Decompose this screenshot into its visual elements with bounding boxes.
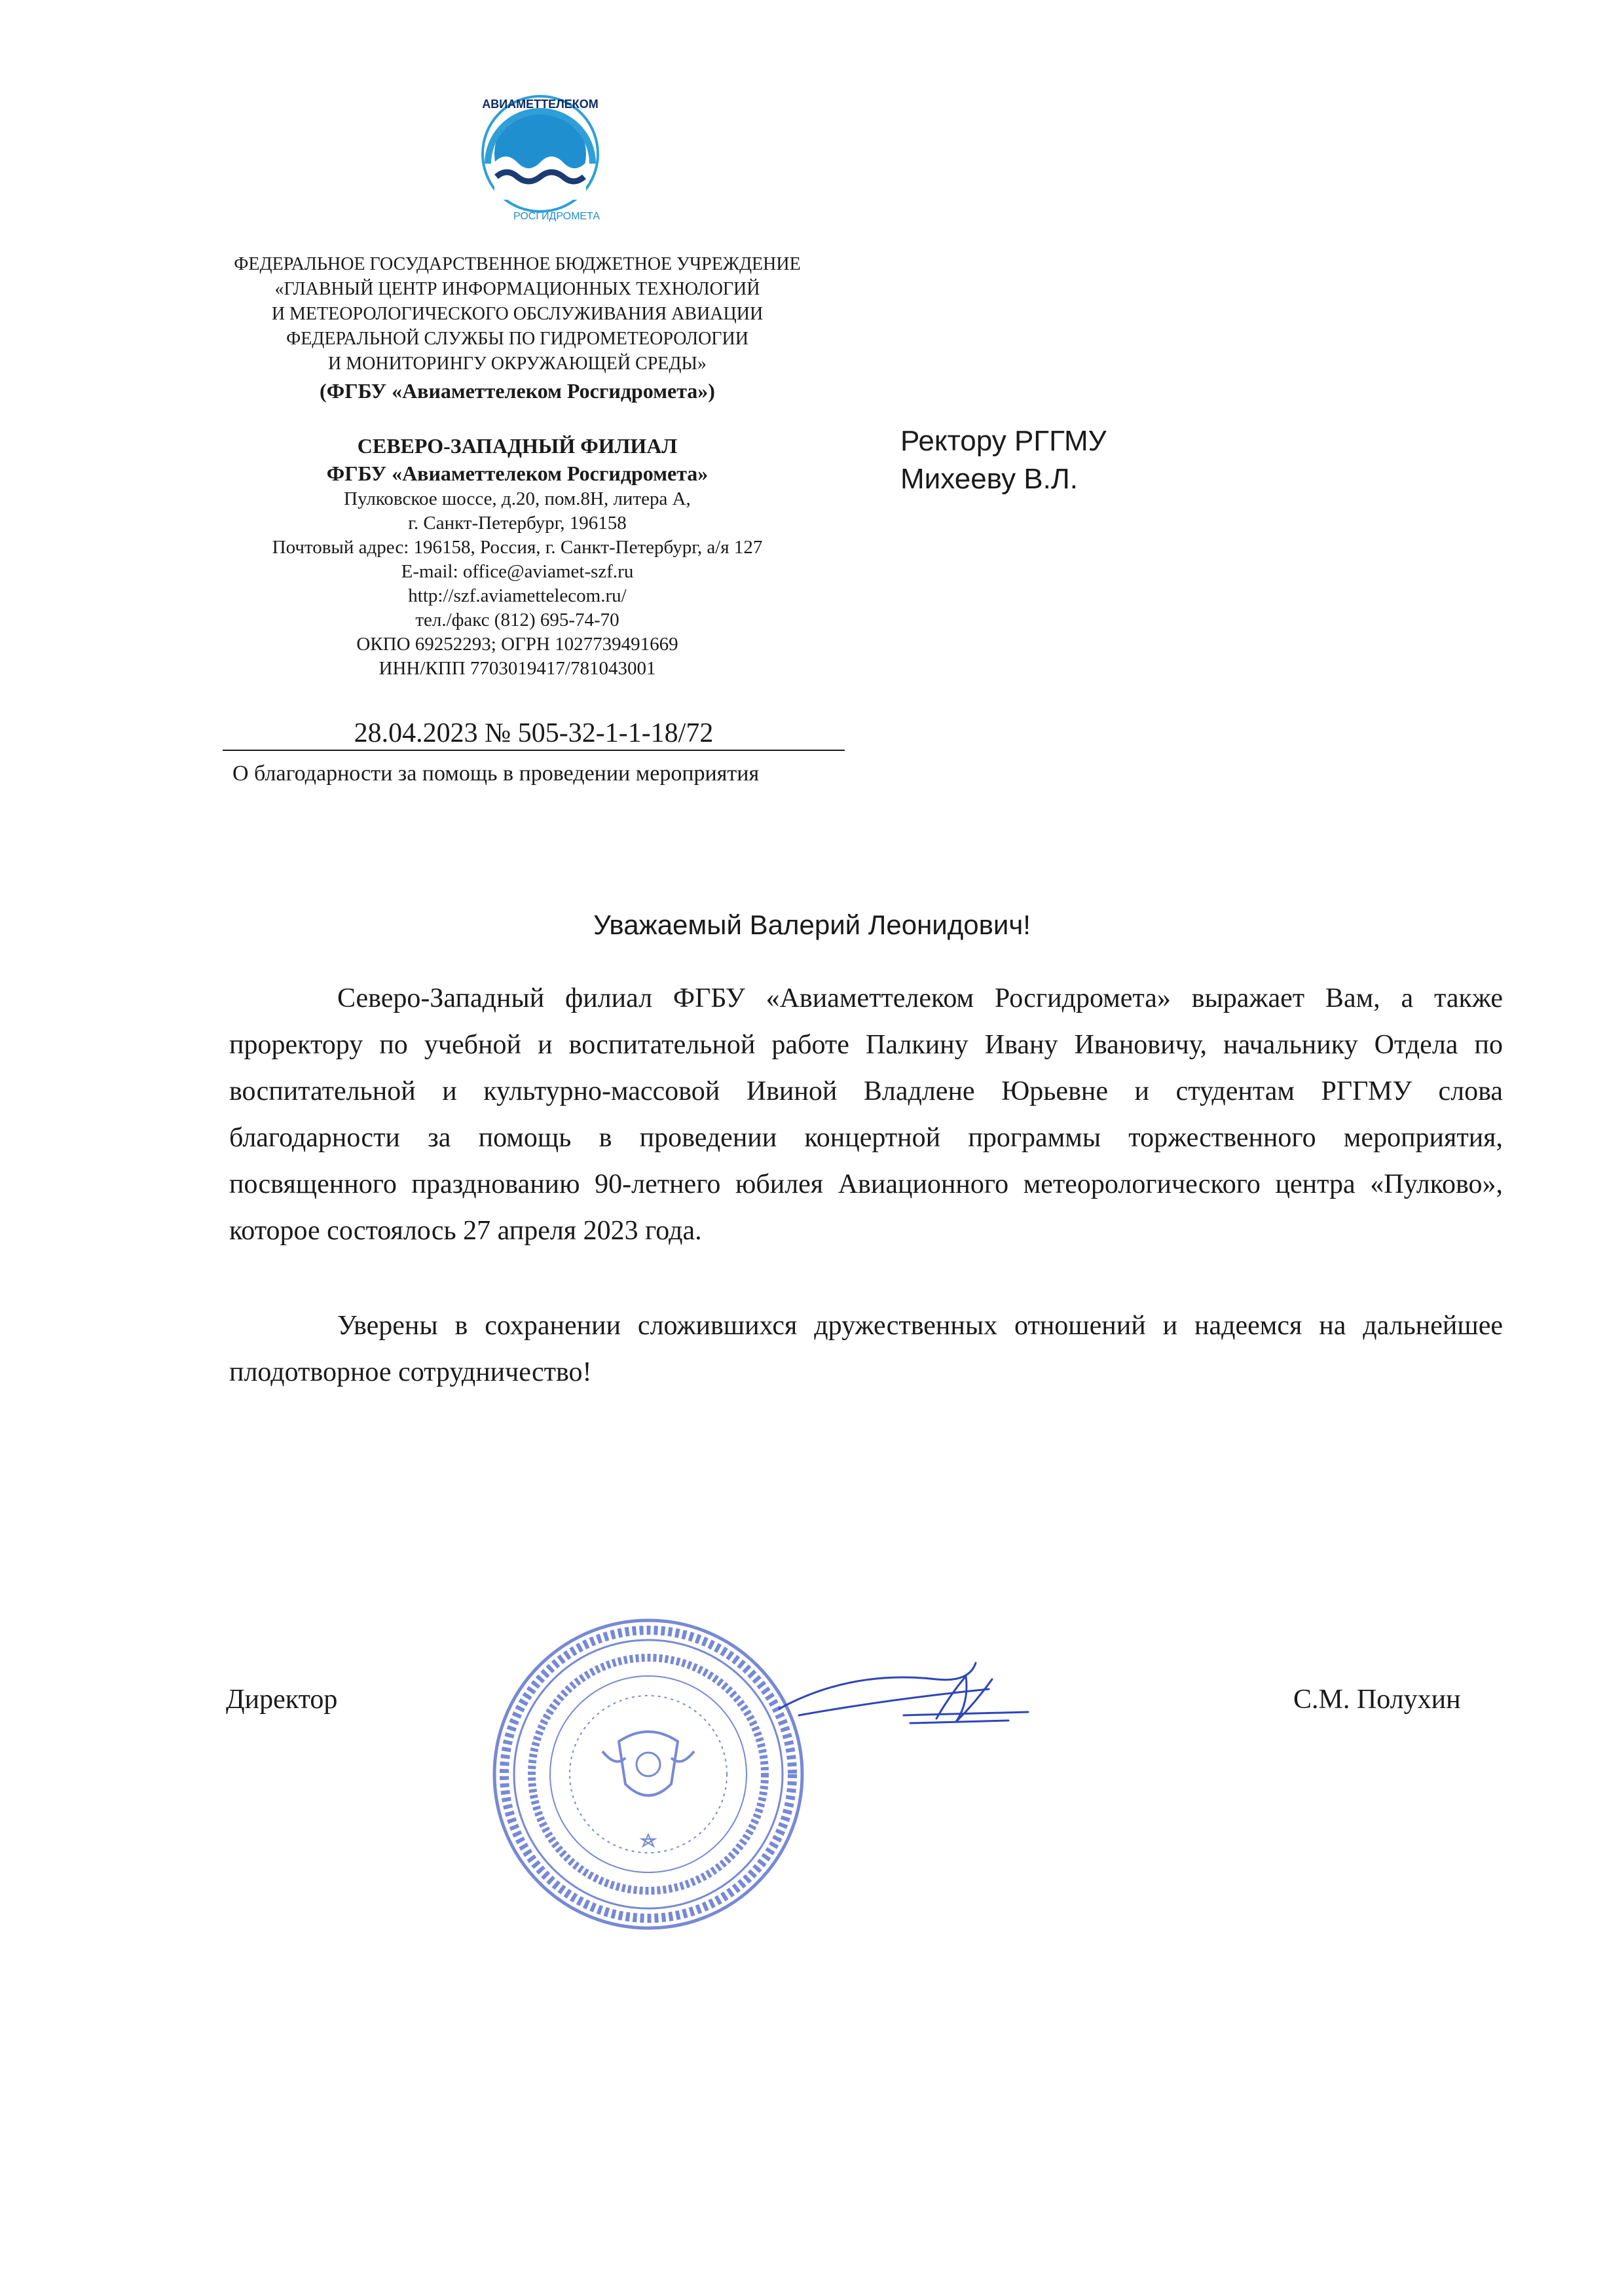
header-line: ФЕДЕРАЛЬНОЕ ГОСУДАРСТВЕННОЕ БЮДЖЕТНОЕ УЧРЕЖДЕНИЕ xyxy=(234,254,801,274)
header-line: И МОНИТОРИНГУ ОКРУЖАЮЩЕЙ СРЕДЫ» xyxy=(328,354,707,374)
logo-arc-bottom: РОСГИДРОМЕТА xyxy=(513,211,600,222)
branch-email: E-mail: office@aviamet-szf.ru xyxy=(401,561,634,582)
branch-title: СЕВЕРО-ЗАПАДНЫЙ ФИЛИАЛ xyxy=(357,434,678,458)
signatory-name: С.М. Полухин xyxy=(1293,1685,1461,1715)
signatory-title: Директор xyxy=(226,1685,338,1715)
branch-address: Пулковское шоссе, д.20, пом.8Н, литера А, xyxy=(344,488,691,509)
paragraph-text: Уверены в сохранении сложившихся дружественных отношений и надеемся на дальнейшее плодотворное сотрудничество! xyxy=(229,1311,1503,1387)
addressee-line: Ректору РГГМУ xyxy=(900,425,1107,457)
organization-header xyxy=(223,252,812,405)
branch-details xyxy=(223,432,812,681)
header-line: И МЕТЕОРОЛОГИЧЕСКОГО ОБСЛУЖИВАНИЯ АВИАЦИИ xyxy=(271,304,764,324)
body-paragraph-2 xyxy=(229,1303,1503,1396)
header-line: «ГЛАВНЫЙ ЦЕНТР ИНФОРМАЦИОННЫХ ТЕХНОЛОГИЙ xyxy=(274,279,760,299)
official-seal-stamp-icon xyxy=(485,1611,812,1938)
branch-inn: ИНН/КПП 7703019417/781043001 xyxy=(378,658,656,679)
branch-website: http://szf.aviamettelecom.ru/ xyxy=(408,585,627,606)
branch-postal: Почтовый адрес: 196158, Россия, г. Санкт-Петербург, а/я 127 xyxy=(272,537,763,558)
greeting: Уважаемый Валерий Леонидович! xyxy=(593,909,1031,940)
body-paragraph-1 xyxy=(229,975,1503,1254)
branch-org: ФГБУ «Авиаметтелеком Росгидромета» xyxy=(326,462,709,485)
aviamettelecom-logo-icon xyxy=(458,85,622,229)
addressee xyxy=(900,422,1107,498)
logo-arc-top: АВИАМЕТТЕЛЕКОМ xyxy=(482,98,599,111)
handwritten-signature-icon xyxy=(773,1650,1035,1741)
letter-subject: О благодарности за помощь в проведении мероприятия xyxy=(232,761,760,786)
branch-address: г. Санкт-Петербург, 196158 xyxy=(408,513,627,534)
paragraph-text: Северо-Западный филиал ФГБУ «Авиаметтелеком Росгидромета» выражает Вам, а также проректору по учебной и воспитательной работе Палкину Ивану Ивановичу, начальнику Отдела по воспитательной и культурно-массовой Ивиной Владлене Юрьевне и студентам РГГМУ слова благодарности за помощь в проведении концертной программы торжественного мероприятия, посвященного празднованию 90-летнего юбилея Авиационного метеорологического центра «Пулково», которое состоялось 27 апреля 2023 года. xyxy=(229,983,1503,1246)
header-short-name: (ФГБУ «Авиаметтелеком Росгидромета») xyxy=(320,379,715,403)
header-line: ФЕДЕРАЛЬНОЙ СЛУЖБЫ ПО ГИДРОМЕТЕОРОЛОГИИ xyxy=(286,329,748,349)
branch-phone: тел./факс (812) 695-74-70 xyxy=(415,610,619,630)
addressee-line: Михееву В.Л. xyxy=(900,463,1078,495)
branch-okpo: ОКПО 69252293; ОГРН 1027739491669 xyxy=(356,634,678,655)
reference-number: 28.04.2023 № 505-32-1-1-18/72 xyxy=(223,717,845,751)
